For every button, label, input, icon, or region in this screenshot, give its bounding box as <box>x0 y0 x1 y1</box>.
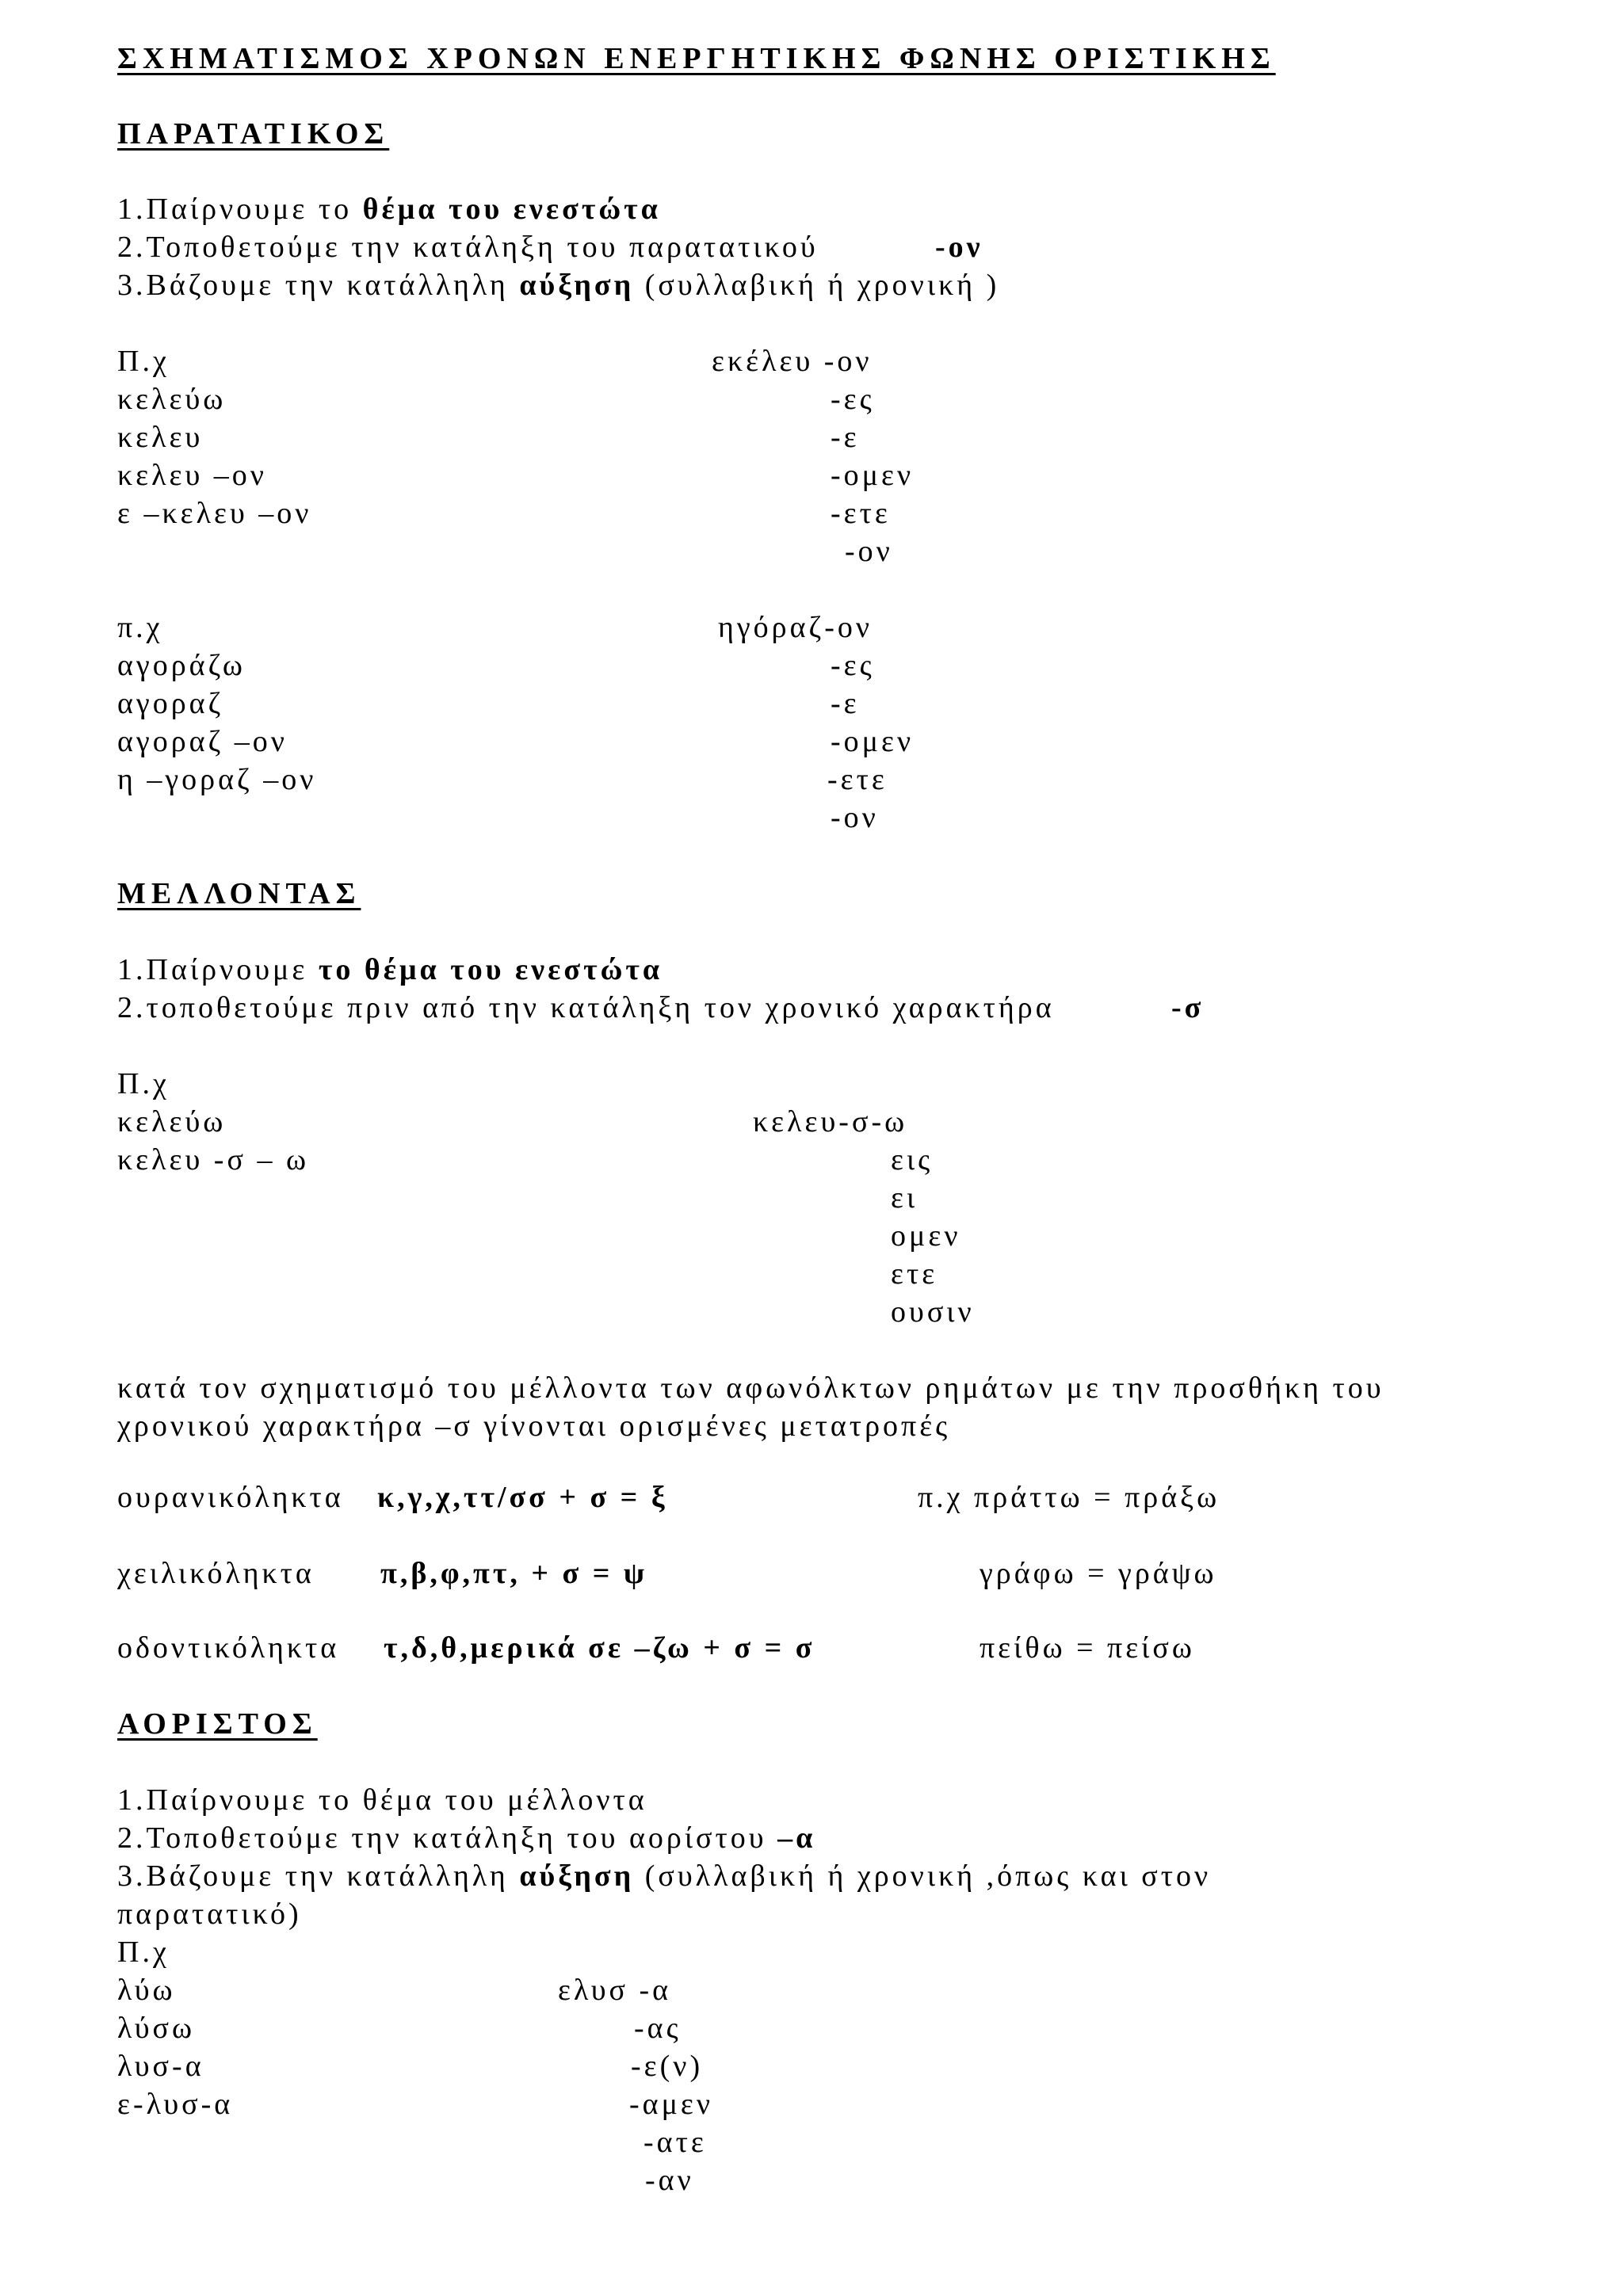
conjugation-line: -ομεν <box>831 459 915 492</box>
example-left-line: λύσω <box>117 2012 196 2045</box>
mellontas-note-line: κατά τον σχηματισμό του μέλλοντα των αφωνόλκτων ρημάτων με την προσθήκη του <box>117 1371 1384 1405</box>
example-left-line: αγοραζ <box>117 687 224 720</box>
document-title: ΣΧΗΜΑΤΙΣΜΟΣ ΧΡΟΝΩΝ ΕΝΕΡΓΗΤΙΚΗΣ ΦΩΝΗΣ ΟΡΙΣΤΙΚΗΣ <box>117 42 1276 75</box>
example-left-line: κελεύω <box>117 1105 227 1138</box>
conjugation-line: ετε <box>891 1257 938 1291</box>
conjugation-line: ομεν <box>891 1219 961 1253</box>
consonant-rule-label: οδοντικόληκτα <box>117 1631 340 1665</box>
conjugation-line: -ομεν <box>831 725 915 758</box>
mellontas-rule-1: 1.Παίρνουμε το θέμα του ενεστώτα <box>117 953 663 986</box>
example-left-line: Π.χ <box>117 345 170 378</box>
example-left-line: ε-λυσ-α <box>117 2088 234 2121</box>
consonant-rule-example: πείθω = πείσω <box>980 1631 1195 1665</box>
aoristos-rule-3: 3.Βάζουμε την κατάλληλη αύξηση (συλλαβική ή χρονική ,όπως και στον <box>117 1859 1212 1893</box>
conjugation-line: κελευ-σ-ω <box>753 1105 908 1138</box>
conjugation-line: εις <box>891 1143 934 1177</box>
example-left-line: κελευ –ον <box>117 459 267 492</box>
conjugation-line: -ον <box>831 801 879 834</box>
conjugation-line: -ατε <box>643 2126 707 2159</box>
consonant-rule-example: γράφω = γράψω <box>980 1557 1217 1590</box>
conjugation-line: -ας <box>634 2012 682 2045</box>
consonant-rule-formula: τ,δ,θ,μερικά σε –ζω + σ = σ <box>384 1631 815 1665</box>
conjugation-line: εκέλευ -ον <box>712 345 873 378</box>
example-left-line: λύω <box>117 1974 176 2007</box>
conjugation-line: ελυσ -α <box>558 1974 672 2007</box>
paratatikos-rule-2-ending: -ον <box>935 231 983 264</box>
conjugation-line: ουσιν <box>891 1295 975 1329</box>
conjugation-line: -ετε <box>827 763 888 796</box>
conjugation-line: -ες <box>831 649 875 682</box>
example-left-line: κελευ <box>117 421 204 454</box>
conjugation-line: -ε <box>831 687 860 720</box>
section-heading-mellontas: ΜΕΛΛΟΝΤΑΣ <box>117 877 361 910</box>
example-left-line: αγοραζ –ον <box>117 725 288 758</box>
aoristos-rule-3-continued: παρατατικό) <box>117 1897 302 1931</box>
consonant-rule-example: π.χ πράττω = πράξω <box>918 1481 1220 1514</box>
consonant-rule-label: χειλικόληκτα <box>117 1557 315 1590</box>
conjugation-line: -ε(ν) <box>631 2050 704 2083</box>
consonant-rule-label: ουρανικόληκτα <box>117 1481 344 1514</box>
conjugation-line: -ες <box>831 383 875 416</box>
mellontas-rule-2: 2.τοποθετούμε πριν από την κατάληξη τον χρονικό χαρακτήρα <box>117 991 1055 1024</box>
conjugation-line: -ον <box>845 535 893 568</box>
example-left-line: κελεύω <box>117 383 227 416</box>
consonant-rule-formula: π,β,φ,πτ, + σ = ψ <box>380 1557 648 1590</box>
example-left-line: λυσ-α <box>117 2050 204 2083</box>
conjugation-line: -ε <box>831 421 860 454</box>
conjugation-line: ηγόραζ-ον <box>718 611 873 644</box>
conjugation-line: -αν <box>645 2164 694 2197</box>
example-left-line: ε –κελευ –ον <box>117 497 312 530</box>
example-left-line: κελευ -σ – ω <box>117 1143 309 1177</box>
example-left-line: Π.χ <box>117 1067 170 1100</box>
paratatikos-rule-3: 3.Βάζουμε την κατάλληλη αύξηση (συλλαβική ή χρονική ) <box>117 269 1000 302</box>
conjugation-line: -αμεν <box>629 2088 714 2121</box>
aoristos-rule-1: 1.Παίρνουμε το θέμα του μέλλοντα <box>117 1783 647 1817</box>
example-left-line: η –γοραζ –ον <box>117 763 317 796</box>
consonant-rule-formula: κ,γ,χ,ττ/σσ + σ = ξ <box>377 1481 668 1514</box>
example-left-line: αγοράζω <box>117 649 246 682</box>
paratatikos-rule-1: 1.Παίρνουμε το θέμα του ενεστώτα <box>117 193 661 226</box>
example-left-line: Π.χ <box>117 1936 170 1969</box>
example-left-line: π.χ <box>117 611 163 644</box>
section-heading-aoristos: ΑΟΡΙΣΤΟΣ <box>117 1707 318 1741</box>
aoristos-rule-2: 2.Τοποθετούμε την κατάληξη του αορίστου –α <box>117 1821 816 1855</box>
section-heading-paratatikos: ΠΑΡΑΤΑΤΙΚΟΣ <box>117 117 390 151</box>
conjugation-line: ει <box>891 1181 918 1215</box>
conjugation-line: -ετε <box>831 497 891 530</box>
paratatikos-rule-2: 2.Τοποθετούμε την κατάληξη του παρατατικού <box>117 231 819 264</box>
mellontas-rule-2-ending: -σ <box>1171 991 1205 1024</box>
mellontas-note-line: χρονικού χαρακτήρα –σ γίνονται ορισμένες μετατροπές <box>117 1409 951 1443</box>
